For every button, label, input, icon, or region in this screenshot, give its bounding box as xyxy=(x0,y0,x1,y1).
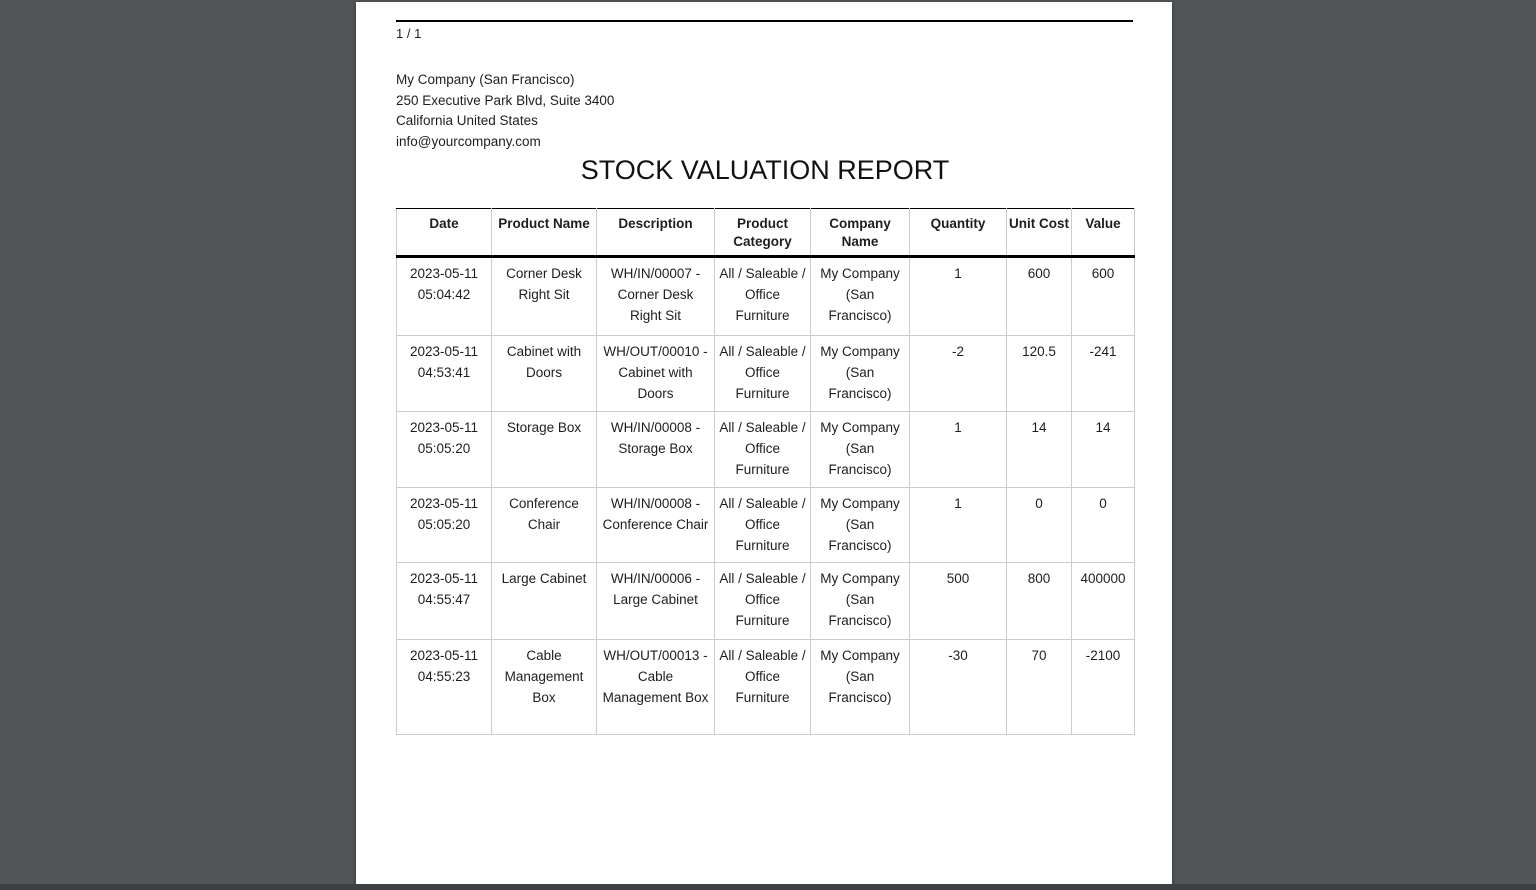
table-cell: 2023-05-11 04:53:41 xyxy=(397,336,492,412)
column-header: Date xyxy=(397,209,492,257)
table-row xyxy=(397,412,1135,488)
table-cell: WH/IN/00008 - Storage Box xyxy=(597,412,715,488)
page-header-divider xyxy=(396,20,1133,22)
table-cell: 600 xyxy=(1072,257,1135,336)
column-header: Description xyxy=(597,209,715,257)
table-cell: 0 xyxy=(1072,488,1135,563)
stock-valuation-table xyxy=(396,208,1135,735)
company-street: 250 Executive Park Blvd, Suite 3400 xyxy=(396,92,615,108)
table-cell: 1 xyxy=(910,412,1007,488)
table-cell: WH/IN/00006 - Large Cabinet xyxy=(597,563,715,640)
table-cell: 2023-05-11 05:04:42 xyxy=(397,257,492,336)
table-cell: 400000 xyxy=(1072,563,1135,640)
column-header: Quantity xyxy=(910,209,1007,257)
table-cell: All / Saleable / Office Furniture xyxy=(715,640,811,735)
table-cell: 2023-05-11 04:55:23 xyxy=(397,640,492,735)
table-cell: 600 xyxy=(1007,257,1072,336)
table-cell: 14 xyxy=(1072,412,1135,488)
table-row xyxy=(397,336,1135,412)
table-cell: All / Saleable / Office Furniture xyxy=(715,336,811,412)
table-cell: 70 xyxy=(1007,640,1072,735)
table-cell: 800 xyxy=(1007,563,1072,640)
table-row xyxy=(397,488,1135,563)
table-cell: 2023-05-11 05:05:20 xyxy=(397,412,492,488)
company-address-block xyxy=(396,70,1134,152)
table-cell: 2023-05-11 04:55:47 xyxy=(397,563,492,640)
table-cell: 1 xyxy=(910,488,1007,563)
company-region: California United States xyxy=(396,113,538,129)
table-cell: My Company (San Francisco) xyxy=(811,488,910,563)
table-cell: WH/OUT/00013 - Cable Management Box xyxy=(597,640,715,735)
page-number-indicator: 1 / 1 xyxy=(396,26,422,41)
table-cell: All / Saleable / Office Furniture xyxy=(715,257,811,336)
column-header: Unit Cost xyxy=(1007,209,1072,257)
column-header: Product Category xyxy=(715,209,811,257)
table-cell: Conference Chair xyxy=(492,488,597,563)
table-cell: Cable Management Box xyxy=(492,640,597,735)
table-cell: 120.5 xyxy=(1007,336,1072,412)
table-cell: My Company (San Francisco) xyxy=(811,412,910,488)
column-header: Product Name xyxy=(492,209,597,257)
table-cell: My Company (San Francisco) xyxy=(811,336,910,412)
table-cell: My Company (San Francisco) xyxy=(811,640,910,735)
table-cell: WH/IN/00008 - Conference Chair xyxy=(597,488,715,563)
table-cell: All / Saleable / Office Furniture xyxy=(715,488,811,563)
report-page xyxy=(356,2,1172,884)
table-cell: My Company (San Francisco) xyxy=(811,563,910,640)
table-header xyxy=(397,209,1135,257)
report-title: STOCK VALUATION REPORT xyxy=(580,155,950,186)
table-cell: Large Cabinet xyxy=(492,563,597,640)
table-cell: 0 xyxy=(1007,488,1072,563)
viewer-bottom-bar xyxy=(0,884,1536,890)
table-cell: 14 xyxy=(1007,412,1072,488)
column-header: Company Name xyxy=(811,209,910,257)
column-header: Value xyxy=(1072,209,1135,257)
table-header-row xyxy=(397,209,1135,257)
table-cell: Storage Box xyxy=(492,412,597,488)
table-row xyxy=(397,257,1135,336)
table-cell: My Company (San Francisco) xyxy=(811,257,910,336)
table-cell: -2100 xyxy=(1072,640,1135,735)
table-cell: All / Saleable / Office Furniture xyxy=(715,412,811,488)
table-cell: All / Saleable / Office Furniture xyxy=(715,563,811,640)
company-email: info@yourcompany.com xyxy=(396,133,541,149)
table-cell: 500 xyxy=(910,563,1007,640)
table-cell: -30 xyxy=(910,640,1007,735)
company-name: My Company (San Francisco) xyxy=(396,72,575,87)
table-cell: Corner Desk Right Sit xyxy=(492,257,597,336)
table-row xyxy=(397,563,1135,640)
table-cell: WH/OUT/00010 - Cabinet with Doors xyxy=(597,336,715,412)
table-cell: Cabinet with Doors xyxy=(492,336,597,412)
table-cell: WH/IN/00007 - Corner Desk Right Sit xyxy=(597,257,715,336)
table-cell: -241 xyxy=(1072,336,1135,412)
table-cell: 2023-05-11 05:05:20 xyxy=(397,488,492,563)
table-cell: 1 xyxy=(910,257,1007,336)
table-row xyxy=(397,640,1135,735)
table-body xyxy=(397,257,1135,735)
table-cell: -2 xyxy=(910,336,1007,412)
